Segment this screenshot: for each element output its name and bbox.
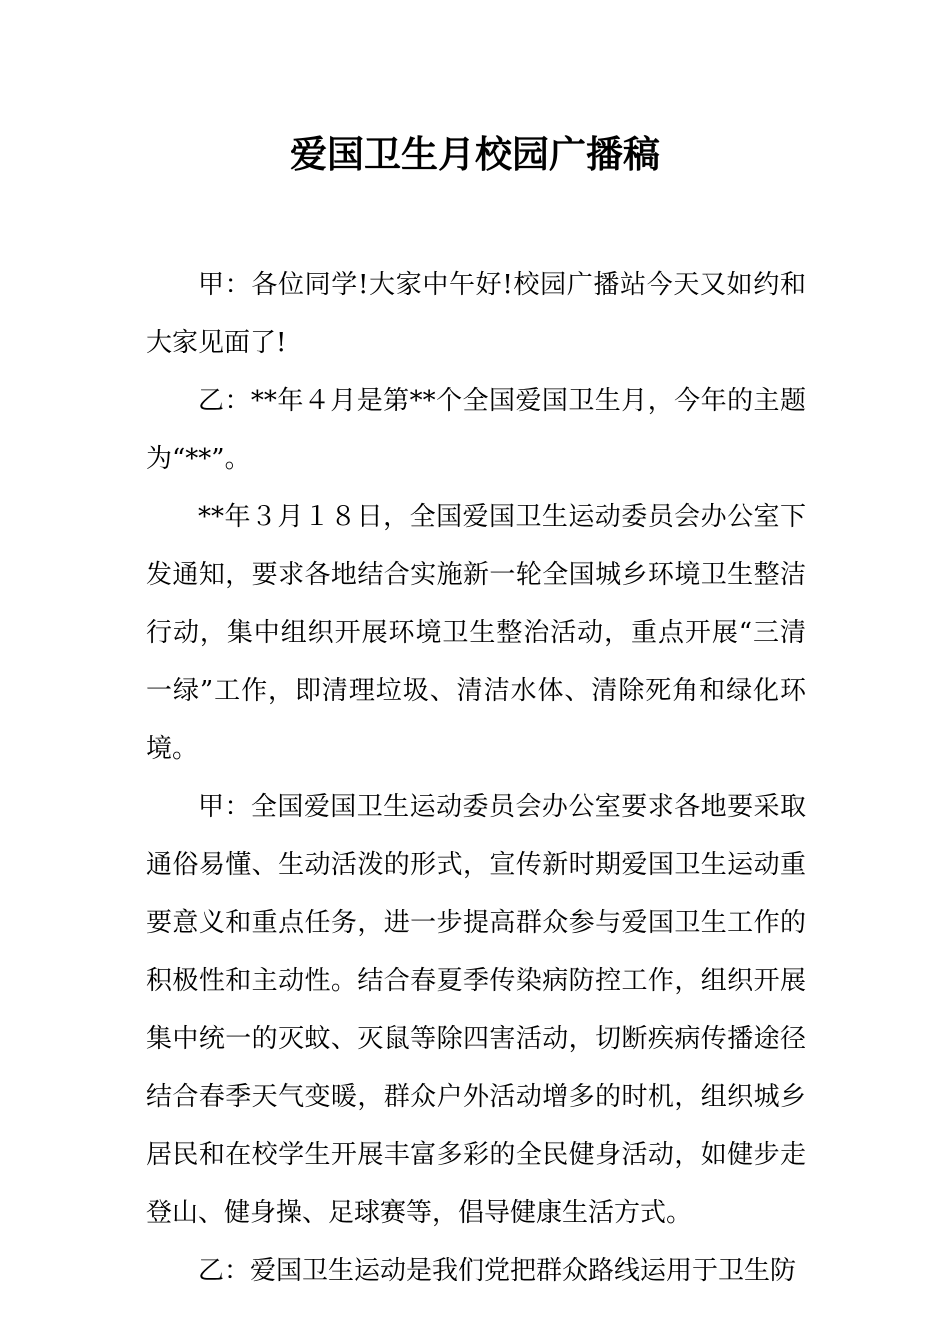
document-title: 爱国卫生月校园广播稿 [290,132,660,176]
paragraph-notice: **年３月１８日，全国爱国卫生运动委员会办公室下发通知，要求各地结合实施新一轮全国城乡环境卫生整洁行动，集中组织开展环境卫生整治活动，重点开展“三清一绿”工作，即清理垃圾、清洁水体、清除死角和绿化环境。 [146,502,806,764]
document-body [146,256,806,1300]
paragraph-requirements: 甲：全国爱国卫生运动委员会办公室要求各地要采取通俗易懂、生动活泼的形式，宣传新时期爱国卫生运动重要意义和重点任务，进一步提高群众参与爱国卫生工作的积极性和主动性。结合春夏季传染病防控工作，组织开展集中统一的灭蚊、灭鼠等除四害活动，切断疾病传播途径结合春季天气变暖，群众户外活动增多的时机，组织城乡居民和在校学生开展丰富多彩的全民健身活动，如健步走登山、健身操、足球赛等，倡导健康生活方式。 [146,792,806,1228]
paragraph-closing: 乙：爱国卫生运动是我们党把群众路线运用于卫生防 [198,1256,797,1286]
paragraph-theme: 乙：**年４月是第**个全国爱国卫生月，今年的主题为“**”。 [146,386,806,474]
paragraph-greeting: 甲：各位同学!大家中午好!校园广播站今天又如约和大家见面了! [146,270,806,358]
